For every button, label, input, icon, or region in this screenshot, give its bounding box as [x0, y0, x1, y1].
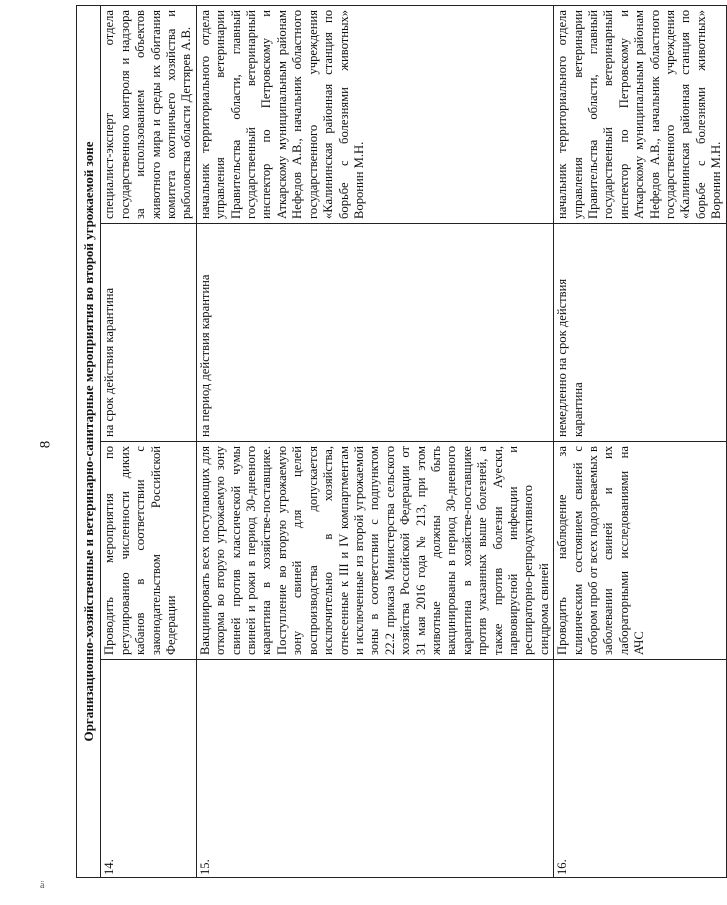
- measures-table: [76, 5, 727, 878]
- section-row: [77, 6, 101, 878]
- term-cell: на срок действия карантина: [101, 224, 196, 442]
- measure-cell: Проводить наблюдение за клиническим состоянием свиней с отбором проб от всех подозреваемых в заболевании свиней и их лабораторными исследованиями на АЧС: [554, 442, 726, 660]
- table-row: [196, 6, 553, 878]
- table-row: [554, 6, 726, 878]
- term-cell: на период действия карантина: [196, 224, 553, 442]
- measure-cell: Вакцинировать всех поступающих для откорма во вторую угрожаемую зону свиней против классической чумы свиней и рожи в период 30-дневного карантина в хозяйстве-поставщике. Поступление во вторую угрожаемую зону свиней для целей воспроизводства допускается исключительно в хозяйства, отнесенные к III и IV компартментам и исключенные из второй угрожаемой зоны в соответствии с подпунктом 22.2 приказа Министерства сельского хозяйства Российской Федерации от 31 мая 2016 года № 213, при этом животные должны быть вакцинированы в период 30-дневного карантина в хозяйстве-поставщике против указанных выше болезней, а также против болезни Ауески, парвовирусной инфекции и респираторно-репродуктивного синдрома свиней: [196, 442, 553, 660]
- term-cell: немедленно на срок действия карантина: [554, 224, 726, 442]
- scan-mark: ä: [40, 880, 45, 891]
- row-number: 15.: [196, 660, 553, 878]
- table-row: [101, 6, 196, 878]
- page-number: 8: [37, 440, 54, 449]
- rotated-table-wrapper: [76, 5, 724, 878]
- responsible-cell: начальник территориального отдела управления ветеринарии Правительства области, главный государственный ветеринарный инспектор по Петровскому и Аткарскому муниципальным районам Нефедов А.В., начальник областного государственного учреждения «Калининская районная станция по борьбе с болезнями животных» Воронин М.Н.: [196, 6, 553, 224]
- section-title: Организационно-хозяйственные и ветеринарно-санитарные мероприятия во второй угрожаемой зоне: [77, 6, 101, 878]
- responsible-cell: начальник территориального отдела управления ветеринарии Правительства области, главный государственный ветеринарный инспектор по Петровскому и Аткарскому муниципальным районам Нефедов А.В., начальник областного государственного учреждения «Калининская районная станция по борьбе с болезнями животных» Воронин М.Н.: [554, 6, 726, 224]
- row-number: 14.: [101, 660, 196, 878]
- row-number: 16.: [554, 660, 726, 878]
- measure-cell: Проводить мероприятия по регулированию численности диких кабанов в соответствии с законодательством Российской Федерации: [101, 442, 196, 660]
- responsible-cell: специалист-эксперт отдела государственного контроля и надзора за использованием объектов животного мира и среды их обитания комитета охотничьего хозяйства и рыболовства области Дегтярев А.В.: [101, 6, 196, 224]
